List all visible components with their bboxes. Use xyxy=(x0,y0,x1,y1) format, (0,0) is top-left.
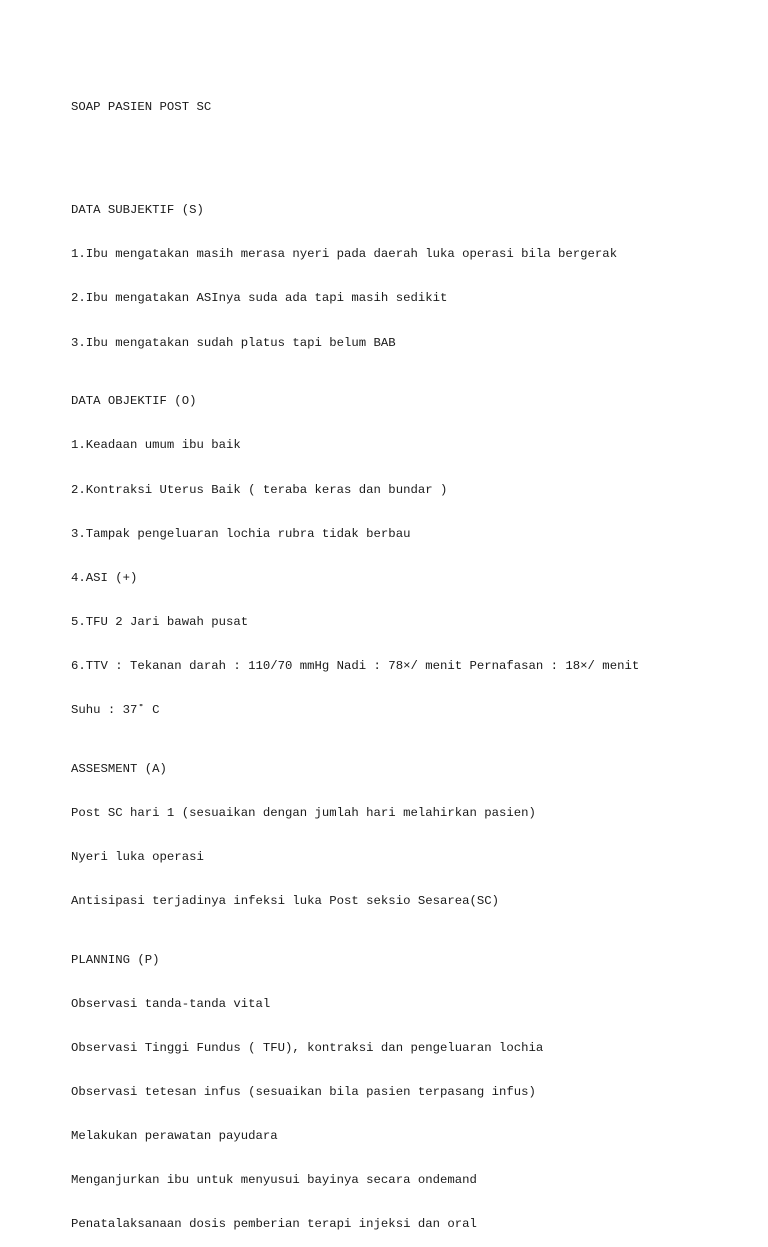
subjective-item: 2.Ibu mengatakan ASInya suda ada tapi masih sedikit xyxy=(71,291,448,306)
planning-item: Penatalaksanaan dosis pemberian terapi injeksi dan oral xyxy=(71,1217,477,1232)
planning-item: Observasi tetesan infus (sesuaikan bila pasien terpasang infus) xyxy=(71,1085,536,1100)
objective-item: 2.Kontraksi Uterus Baik ( teraba keras dan bundar ) xyxy=(71,482,448,497)
subjective-item: 1.Ibu mengatakan masih merasa nyeri pada daerah luka operasi bila bergerak xyxy=(71,247,618,262)
assessment-heading: ASSESMENT (A) xyxy=(71,761,167,776)
planning-heading: PLANNING (P) xyxy=(71,952,160,967)
objective-heading: DATA OBJEKTIF (O) xyxy=(71,394,197,409)
assessment-item: Nyeri luka operasi xyxy=(71,850,204,865)
document-page xyxy=(71,71,751,1247)
objective-item: 6.TTV : Tekanan darah : 110/70 mmHg Nadi : 78×/ menit Pernafasan : 18×/ menit xyxy=(71,658,640,673)
assessment-item: Post SC hari 1 (sesuaikan dengan jumlah hari melahirkan pasien) xyxy=(71,805,536,820)
document-title: SOAP PASIEN POST SC xyxy=(71,100,212,115)
objective-item: 1.Keadaan umum ibu baik xyxy=(71,438,241,453)
planning-item: Menganjurkan ibu untuk menyusui bayinya secara ondemand xyxy=(71,1173,477,1188)
planning-item: Melakukan perawatan payudara xyxy=(71,1129,278,1144)
objective-item: Suhu : 37˚ C xyxy=(71,703,160,718)
planning-item: Observasi Tinggi Fundus ( TFU), kontraksi dan pengeluaran lochia xyxy=(71,1041,544,1056)
objective-item: 4.ASI (+) xyxy=(71,570,138,585)
planning-item: Observasi tanda-tanda vital xyxy=(71,997,271,1011)
objective-item: 5.TFU 2 Jari bawah pusat xyxy=(71,614,249,629)
subjective-heading: DATA SUBJEKTIF (S) xyxy=(71,203,204,218)
blank-line xyxy=(71,145,751,160)
subjective-item: 3.Ibu mengatakan sudah platus tapi belum BAB xyxy=(71,335,396,350)
assessment-item: Antisipasi terjadinya infeksi luka Post seksio Sesarea(SC) xyxy=(71,894,500,909)
objective-item: 3.Tampak pengeluaran lochia rubra tidak berbau xyxy=(71,526,411,541)
